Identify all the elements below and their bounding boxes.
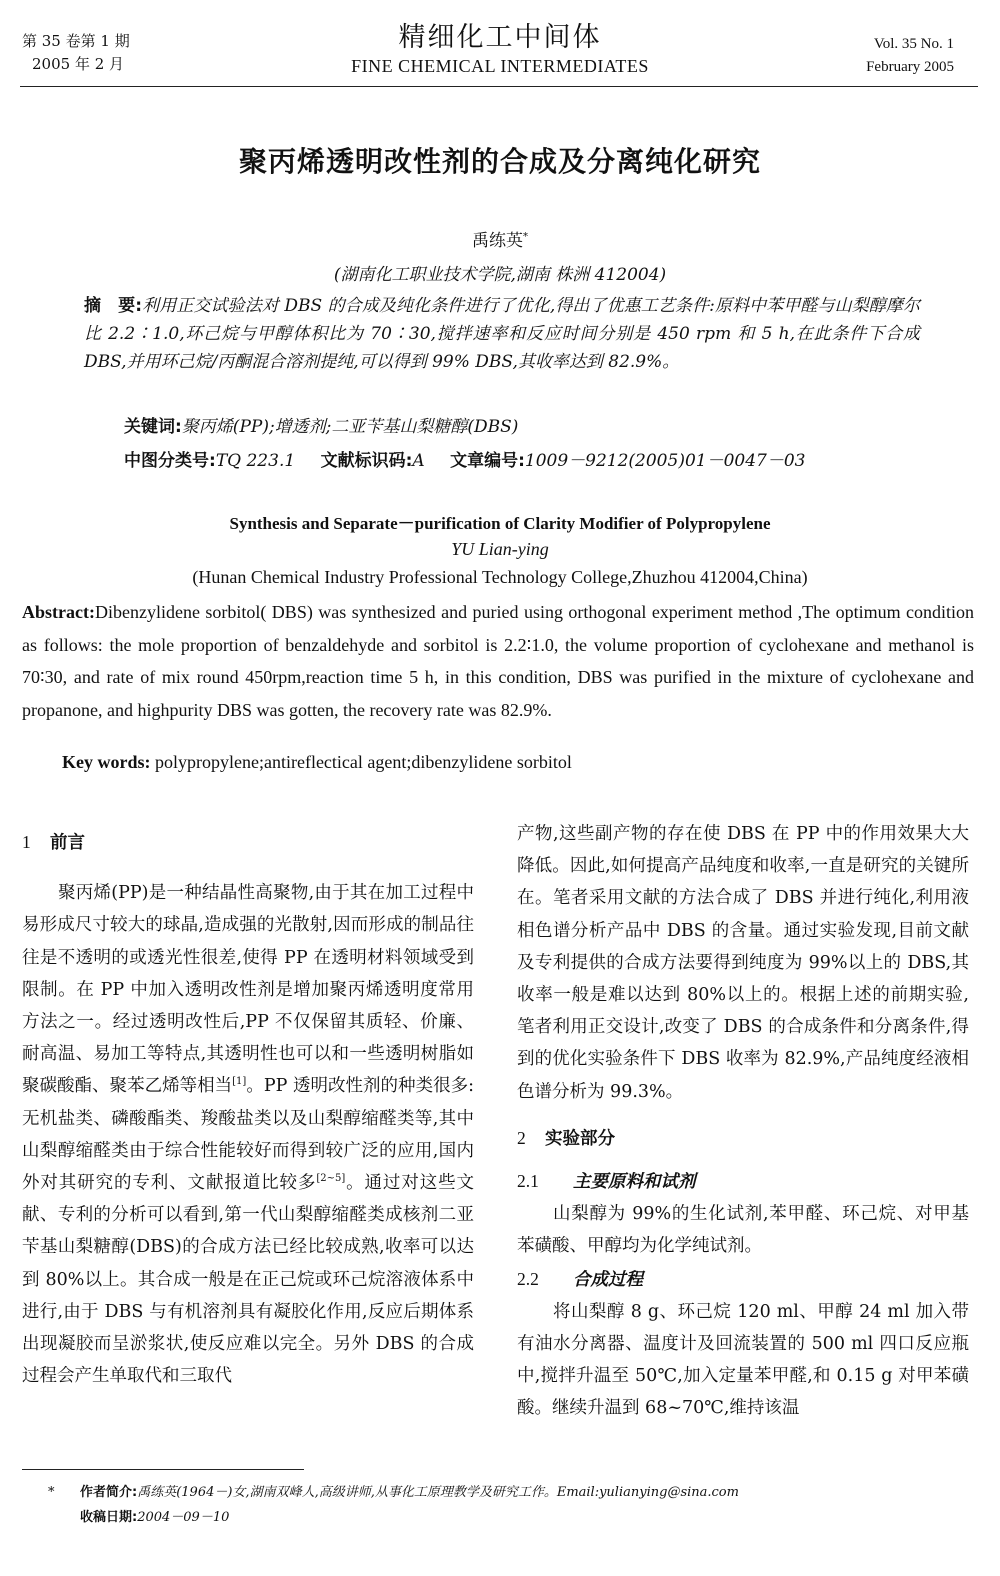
doc-code-label: 文献标识码: <box>320 451 413 471</box>
keywords-cn <box>124 412 518 437</box>
article-no-value: 1009－9212(2005)01－0047－03 <box>524 451 806 471</box>
keywords-en-text: polypropylene;antireflectical agent;dibenzylidene sorbitol <box>155 752 572 772</box>
journal-title-block <box>0 22 1000 78</box>
clc-value: TQ 223.1 <box>215 451 296 471</box>
subsection-2-1-number: 2.1 <box>517 1171 539 1192</box>
section-1-paragraph <box>22 877 474 1392</box>
footnote-author-text: 禹练英(1964－)女,湖南双峰人,高级讲师,从事化工原理教学及研究工作。Email:yulianying@sina.com <box>137 1485 739 1500</box>
subsection-2-1-heading <box>517 1165 969 1198</box>
date-en: February 2005 <box>866 59 954 75</box>
keywords-cn-text: 聚丙烯(PP);增透剂;二亚苄基山梨糖醇(DBS) <box>181 417 519 437</box>
body-right-column <box>517 818 969 1425</box>
abstract-cn <box>84 292 920 376</box>
intro-text-b: 。PP 透明改性剂的种类很多:无机盐类、磷酸酯类、羧酸盐类以及山梨醇缩醛类等,其中山梨醇缩醛类由于综合性能较好而得到较广泛的应用,国内外对其研究的专利、文献报道比较多 <box>22 1076 474 1194</box>
body-left-column <box>22 826 474 1392</box>
intro-text-a: 聚丙烯(PP)是一种结晶性高聚物,由于其在加工过程中易形成尺寸较大的球晶,造成强的光散射,因而形成的制品往往是不透明的或透光性很差,使得 PP 在透明材料领域受到限制。在 PP 中加入透明改性剂是增加聚丙烯透明度常用方法之一。经过透明改性后,PP 不仅保留其质轻、价廉、耐高温、易加工等特点,其透明性也可以和一些透明树脂如聚碳酸酯、聚苯乙烯等相当 <box>22 883 474 1097</box>
section-1-heading <box>22 826 474 859</box>
abstract-en <box>22 596 974 726</box>
author-cn: 禹练英 <box>472 231 523 251</box>
keywords-en <box>62 752 572 773</box>
intro-continuation: 产物,这些副产物的存在使 DBS 在 PP 中的作用效果大大降低。因此,如何提高产品纯度和收率,一直是研究的关键所在。笔者采用文献的方法合成了 DBS 并进行纯化,利用液相色谱分析产品中 DBS 的含量。通过实验发现,目前文献及专利提供的合成方法要得到纯度为 99%以上的 DBS,其收率一般是难以达到 80%以上的。根据上述的前期实验,笔者利用正交设计,改变了 DBS 的合成条件和分离条件,得到的优化实验条件下 DBS 收率为 82.9%,产品纯度经液相色谱分析为 99.3%。 <box>517 824 969 1102</box>
affiliation-cn: (湖南化工职业技术学院,湖南 株洲 412004) <box>333 265 667 285</box>
abstract-en-label: Abstract: <box>22 602 95 622</box>
abstract-cn-label: 摘 要: <box>84 296 143 316</box>
footnote-received-text: 2004－09－10 <box>137 1510 230 1525</box>
section-2-heading <box>517 1122 969 1155</box>
intro-text-c: 。通过对这些文献、专利的分析可以看到,第一代山梨醇缩醛类成核剂二亚苄基山梨糖醇(DBS)的合成方法已经比较成熟,收率可以达到 80%以上。其合成一般是在正己烷或环己烷溶液体系中进行,由于 DBS 与有机溶剂具有凝胶化作用,反应后期体系出现凝胶而呈淤浆状,使反应难以完全。另外 DBS 的合成过程会产生单取代和三取代 <box>22 1173 475 1387</box>
journal-title-en: FINE CHEMICAL INTERMEDIATES <box>351 56 649 76</box>
classification-line <box>124 446 805 471</box>
affiliation-en: (Hunan Chemical Industry Professional Technology College,Zhuzhou 412004,China) <box>192 567 808 587</box>
paper-title-en: Synthesis and Separate－purification of Clarity Modifier of Polypropylene <box>229 514 771 533</box>
date-cn: 2005 年 2 月 <box>32 55 125 73</box>
section-2-number: 2 <box>517 1127 526 1148</box>
footnote-star: * <box>48 1485 55 1500</box>
footnote-received-label: 收稿日期: <box>80 1510 138 1525</box>
subsection-2-2-heading <box>517 1263 969 1296</box>
footnote-received <box>80 1508 1000 1528</box>
volume-en: Vol. 35 No. 1 <box>873 36 954 52</box>
header-rule <box>20 86 978 87</box>
subsection-2-2-number: 2.2 <box>517 1268 539 1289</box>
section-2-title: 实验部分 <box>545 1128 615 1149</box>
article-no-label: 文章编号: <box>450 451 525 471</box>
subsection-2-2-text: 将山梨醇 8 g、环己烷 120 ml、甲醇 24 ml 加入带有油水分离器、温度计及回流装置的 500 ml 四口反应瓶中,搅拌升温至 50℃,加入定量苯甲醛,和 0.15 g 对甲苯磺酸。继续升温到 68~70℃,维持该温 <box>517 1301 969 1419</box>
author-cn-line <box>0 226 1000 251</box>
keywords-en-label: Key words: <box>62 752 151 772</box>
section-1-number: 1 <box>22 832 31 852</box>
subsection-2-1-text: 山梨醇为 99%的生化试剂,苯甲醛、环己烷、对甲基苯磺酸、甲醇均为化学纯试剂。 <box>517 1204 969 1257</box>
footnote-author <box>48 1483 968 1503</box>
doc-code-value: A <box>412 451 425 471</box>
clc-label: 中图分类号: <box>124 451 216 471</box>
abstract-cn-text: 利用正交试验法对 DBS 的合成及纯化条件进行了优化,得出了优惠工艺条件:原料中苯甲醛与山梨醇摩尔比 2.2∶1.0,环己烷与甲醇体积比为 70∶30,搅拌速率和反应时间分别是 450 rpm 和 5 h,在此条件下合成 DBS,并用环己烷/丙酮混合溶剂提纯,可以得到 99% DBS,其收率达到 82.9%。 <box>84 296 920 372</box>
footnote-author-label: 作者简介: <box>80 1485 138 1500</box>
abstract-en-text: Dibenzylidene sorbitol( DBS) was synthesized and puried using orthogonal experiment method ,The optimum condition as follows: the mole proportion of benzaldehyde and sorbitol is 2.2∶1.0, the volume proportion of cyclohexane and methanol is 70∶30, and rate of mix round 450rpm,reaction time 5 h, in this condition, DBS was purified in the mixture of cyclohexane and propanone, and highpurity DBS was gotten, the recovery rate was 82.9%. <box>22 602 974 720</box>
issue-cn: 第 35 卷第 1 期 <box>22 32 130 50</box>
paper-title-cn: 聚丙烯透明改性剂的合成及分离纯化研究 <box>238 145 761 178</box>
citation-1: [1] <box>232 1076 247 1088</box>
header-volume-info <box>866 33 954 79</box>
journal-title-cn: 精细化工中间体 <box>398 22 602 53</box>
section-1-title: 前言 <box>50 833 85 853</box>
author-en: YU Lian-ying <box>451 539 549 559</box>
footnote-rule <box>22 1469 304 1470</box>
citation-2-5: [2~5] <box>316 1173 346 1185</box>
author-mark: * <box>523 231 528 243</box>
subsection-2-2-title: 合成过程 <box>573 1269 643 1290</box>
keywords-cn-label: 关键词: <box>124 417 182 437</box>
subsection-2-1-title: 主要原料和试剂 <box>573 1172 696 1193</box>
